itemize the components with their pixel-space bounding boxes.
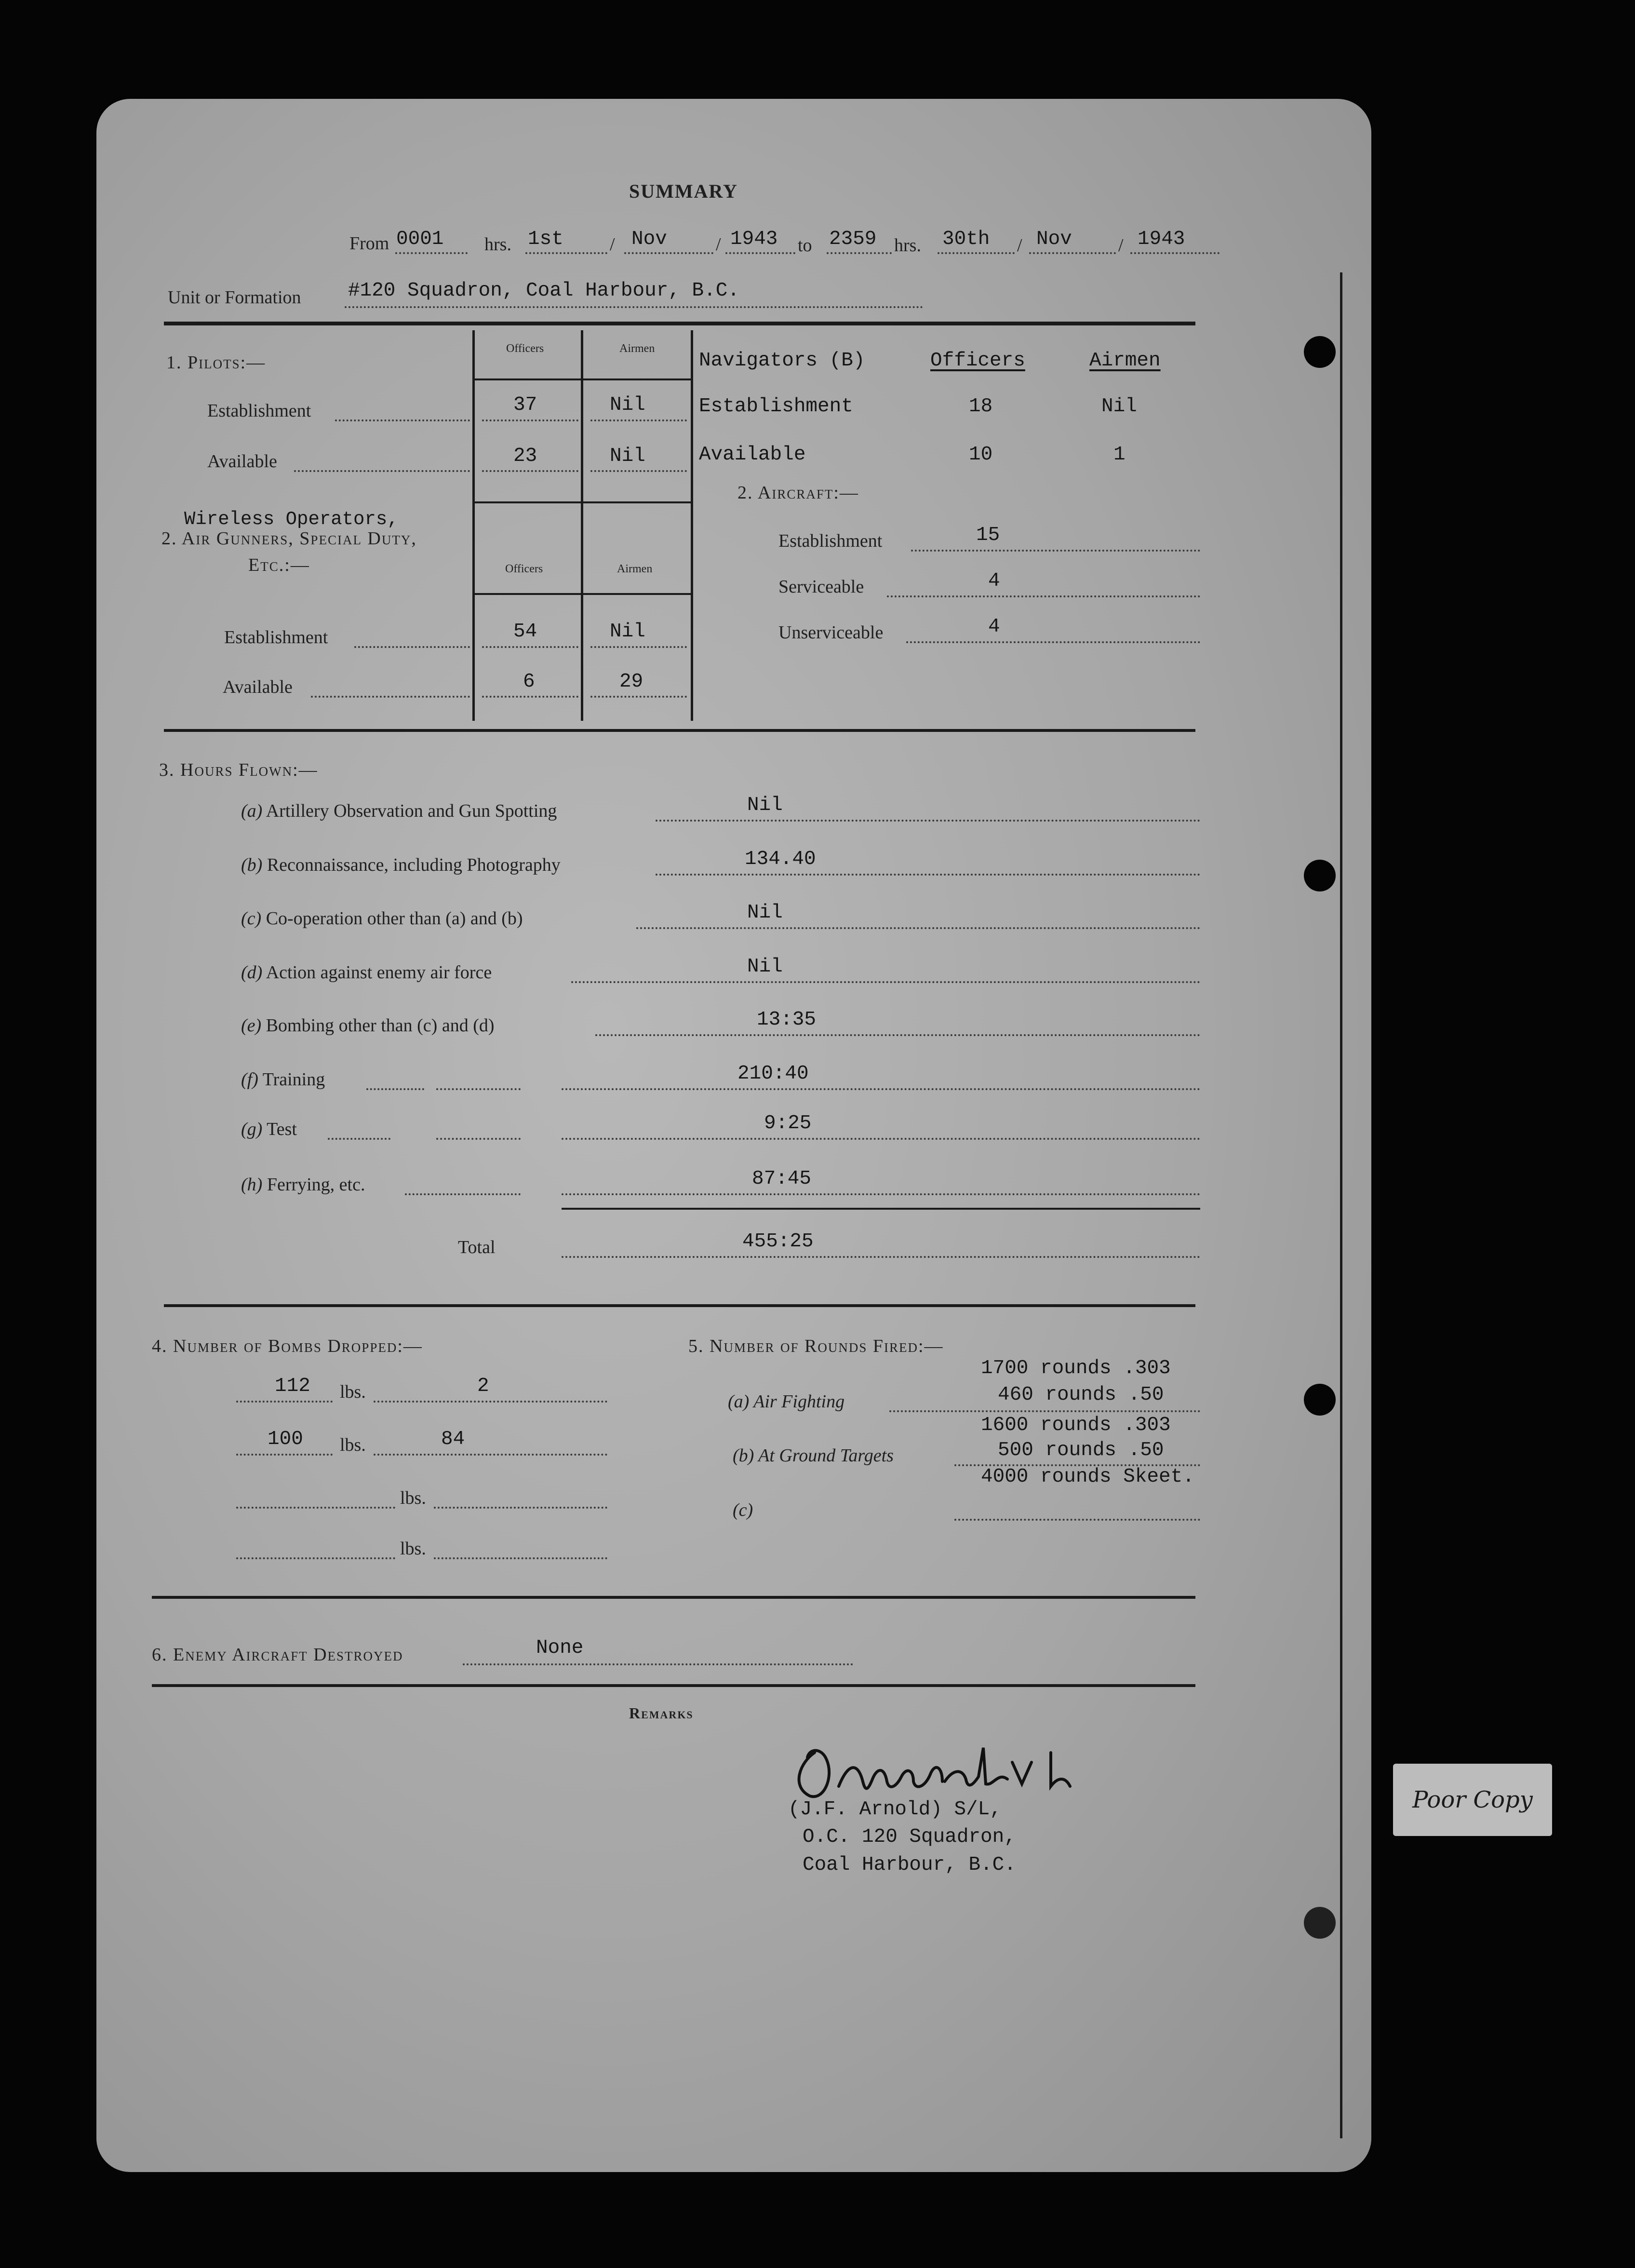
dotted-leader bbox=[624, 252, 713, 254]
bombs-weight-2: 100 bbox=[268, 1428, 303, 1450]
rounds-c-label bbox=[733, 1499, 753, 1521]
aircraft-unserviceable-label: Unserviceable bbox=[778, 622, 884, 643]
gunners-available-airmen: 29 bbox=[619, 671, 643, 693]
dotted-leader bbox=[590, 419, 687, 421]
pilots-establishment-label: Establishment bbox=[207, 401, 311, 421]
dotted-leader bbox=[590, 470, 687, 472]
dotted-leader bbox=[525, 252, 607, 254]
dotted-leader bbox=[436, 1088, 521, 1090]
dotted-leader bbox=[354, 646, 470, 648]
form-title: SUMMARY bbox=[629, 180, 738, 202]
hours-label: Co-operation other than (a) and (b) bbox=[266, 908, 523, 929]
hours-key: (a) bbox=[241, 801, 263, 821]
to-label: to bbox=[798, 235, 812, 256]
dotted-leader bbox=[405, 1193, 521, 1195]
to-month: Nov bbox=[1036, 228, 1072, 250]
hours-value-e: 13:35 bbox=[757, 1009, 817, 1031]
dotted-leader bbox=[482, 419, 578, 421]
hours-row-g bbox=[241, 1119, 297, 1140]
to-time: 2359 bbox=[829, 228, 877, 250]
rounds-ground-text: (b) At Ground Targets bbox=[733, 1445, 894, 1466]
dotted-leader bbox=[236, 1507, 395, 1509]
hours-label: Reconnaissance, including Photography bbox=[267, 855, 561, 875]
dotted-leader bbox=[906, 641, 1200, 643]
rounds-air-303: 1700 rounds .303 bbox=[981, 1357, 1171, 1379]
punch-hole bbox=[1304, 1384, 1336, 1416]
unit-label: Unit or Formation bbox=[168, 287, 301, 308]
navigators-available-officers: 10 bbox=[969, 444, 993, 466]
total-rule bbox=[562, 1208, 1200, 1210]
aircraft-heading: 2. Aircraft:— bbox=[737, 483, 859, 503]
pilots-col-officers: Officers bbox=[506, 342, 544, 355]
from-month: Nov bbox=[631, 228, 667, 250]
hours-key: (e) bbox=[241, 1015, 262, 1036]
gunners-establishment-airmen: Nil bbox=[610, 621, 645, 643]
dotted-leader bbox=[1130, 252, 1220, 254]
dotted-leader bbox=[395, 252, 468, 254]
punch-hole bbox=[1304, 336, 1336, 368]
rounds-ground-skeet: 4000 rounds Skeet. bbox=[981, 1466, 1194, 1488]
gunners-establishment-officers: 54 bbox=[513, 621, 537, 643]
header-divider bbox=[164, 322, 1195, 325]
hrs-label: hrs. bbox=[484, 234, 511, 255]
hours-label: Test bbox=[267, 1119, 297, 1139]
pilots-establishment-airmen: Nil bbox=[610, 394, 645, 416]
dotted-leader bbox=[562, 1138, 1200, 1140]
rounds-ground-50: 500 rounds .50 bbox=[998, 1439, 1164, 1461]
hours-label: Ferrying, etc. bbox=[267, 1174, 365, 1195]
navigators-heading: Navigators (B) bbox=[699, 350, 865, 372]
summary-form-page: SUMMARY From 0001 hrs. 1st / Nov / 1943 to 2359 hrs. 30th / Nov / 1943 Unit or Formation #120 Squadron, Coal Harbour, B.C. 1. Pilots:— Officers Airmen Establishment 37 Nil Available 23 Nil Wireless Operators, 2. Air Gunners, Special Duty, Etc.:— Officers Airmen Establishment 54 Nil Available 6 29 Navigators (B) Officers Airmen Establishment 18 Nil Available 10 1 2. Aircraft:— Establishment 15 Serviceable 4 Unserviceable 4 3. Hours Flown:— (a) Artillery Observation and Gun Spotting Nil (b) Reconnaissance, including Photography 134.40 (c) Co-operation other than (a) and (b) Nil (d) Action against enemy air force Nil (e) Bombing other than (c) and (d) 13:35 (f) Training 210:40 (g) Test 9:25 (h) Ferrying, etc. 87:45 Total 455:25 4. Number of Bombs Dropped:— 112 lbs. 2 100 lbs. 84 lbs. lbs. 5. Number of Rounds Fired:— 1700 rounds .303 (a) Air Fighting 460 rounds .50 1600 rounds .303 (b) At Ground Targets 500 rounds .50 4000 rounds Skeet. (c) 6. Enemy Aircraft Destroyed None Remarks (J.F. Arnold) S/L, O.C. 120 Squadron, Coal Harbour, B.C. bbox=[96, 99, 1371, 2172]
hours-heading: 3. Hours Flown:— bbox=[159, 760, 318, 780]
pilots-establishment-officers: 37 bbox=[513, 394, 537, 416]
rounds-air-50: 460 rounds .50 bbox=[998, 1384, 1164, 1406]
dotted-leader bbox=[954, 1519, 1200, 1521]
column-rule bbox=[581, 330, 583, 721]
section-divider bbox=[164, 1304, 1195, 1307]
aircraft-unserviceable-value: 4 bbox=[988, 616, 1000, 638]
gunners-heading: 2. Air Gunners, Special Duty, bbox=[161, 528, 417, 549]
enemy-value: None bbox=[536, 1637, 584, 1659]
dotted-leader bbox=[827, 252, 892, 254]
hours-label: Artillery Observation and Gun Spotting bbox=[266, 801, 557, 821]
hours-label: Action against enemy air force bbox=[266, 962, 492, 983]
section-divider bbox=[152, 1684, 1195, 1687]
navigators-available-airmen: 1 bbox=[1113, 444, 1126, 466]
navigators-col-officers: Officers bbox=[930, 350, 1025, 372]
hours-value-g: 9:25 bbox=[764, 1112, 812, 1134]
hours-row-b bbox=[241, 854, 561, 876]
punch-hole bbox=[1304, 860, 1336, 891]
signature-line-2: O.C. 120 Squadron, bbox=[803, 1826, 1016, 1848]
section-divider bbox=[164, 729, 1195, 732]
bombs-heading: 4. Number of Bombs Dropped:— bbox=[152, 1336, 423, 1356]
dotted-leader bbox=[482, 470, 578, 472]
dotted-leader bbox=[374, 1401, 607, 1403]
hours-value-d: Nil bbox=[747, 956, 783, 978]
dotted-leader bbox=[656, 820, 1200, 822]
dotted-leader bbox=[725, 252, 795, 254]
dotted-leader bbox=[562, 1256, 1200, 1258]
rounds-air-text: (a) Air Fighting bbox=[728, 1391, 845, 1412]
margin-rule bbox=[1340, 272, 1342, 2138]
hours-key: (f) bbox=[241, 1069, 258, 1090]
hours-value-c: Nil bbox=[747, 902, 783, 924]
dotted-leader bbox=[328, 1138, 390, 1140]
column-rule bbox=[472, 330, 475, 721]
hours-row-a bbox=[241, 800, 557, 822]
remarks-heading: Remarks bbox=[629, 1704, 694, 1722]
dotted-leader bbox=[294, 470, 470, 472]
dotted-leader bbox=[434, 1557, 607, 1559]
bombs-count-1: 2 bbox=[477, 1375, 489, 1397]
column-rule bbox=[691, 330, 693, 721]
punch-hole bbox=[1304, 1907, 1336, 1939]
dotted-leader bbox=[374, 1454, 607, 1456]
dotted-leader bbox=[911, 550, 1200, 552]
hours-value-h: 87:45 bbox=[752, 1168, 812, 1190]
navigators-available-label: Available bbox=[699, 444, 806, 466]
rounds-air-label bbox=[728, 1391, 844, 1412]
hours-label: Bombing other than (c) and (d) bbox=[266, 1015, 495, 1036]
hours-total-label: Total bbox=[458, 1237, 496, 1257]
hours-value-f: 210:40 bbox=[737, 1063, 809, 1085]
aircraft-serviceable-value: 4 bbox=[988, 570, 1000, 592]
hours-row-d bbox=[241, 962, 492, 983]
gunners-typed-heading: Wireless Operators, bbox=[184, 509, 399, 530]
dotted-leader bbox=[345, 306, 923, 308]
navigators-establishment-label: Establishment bbox=[699, 395, 853, 418]
dotted-leader bbox=[1029, 252, 1116, 254]
gunners-establishment-label: Establishment bbox=[224, 627, 328, 648]
dotted-leader bbox=[236, 1401, 333, 1403]
bombs-weight-1: 112 bbox=[275, 1375, 310, 1397]
dotted-leader bbox=[236, 1557, 395, 1559]
dotted-leader bbox=[571, 981, 1200, 983]
dotted-leader bbox=[335, 419, 470, 421]
signature-line-3: Coal Harbour, B.C. bbox=[803, 1854, 1016, 1876]
dotted-leader bbox=[463, 1663, 853, 1665]
from-time: 0001 bbox=[396, 228, 444, 250]
section-divider bbox=[152, 1596, 1195, 1599]
dotted-leader bbox=[482, 696, 578, 698]
rounds-c-text: (c) bbox=[733, 1500, 753, 1520]
dotted-leader bbox=[590, 646, 687, 648]
pilots-available-label: Available bbox=[207, 451, 277, 472]
hours-label: Training bbox=[262, 1069, 325, 1090]
gunners-heading-etc: Etc.:— bbox=[248, 555, 310, 575]
hours-row-h bbox=[241, 1174, 365, 1195]
gunners-col-officers: Officers bbox=[505, 563, 543, 575]
to-hrs-label: hrs. bbox=[894, 235, 921, 256]
to-day: 30th bbox=[942, 228, 990, 250]
lbs-label: lbs. bbox=[400, 1539, 426, 1559]
hours-value-b: 134.40 bbox=[745, 848, 816, 870]
dotted-leader bbox=[562, 1193, 1200, 1195]
pilots-heading: 1. Pilots:— bbox=[166, 352, 266, 373]
to-year: 1943 bbox=[1138, 228, 1185, 250]
lbs-label: lbs. bbox=[340, 1435, 366, 1455]
dotted-leader bbox=[887, 595, 1200, 597]
navigators-establishment-officers: 18 bbox=[969, 395, 993, 418]
signature-line-1: (J.F. Arnold) S/L, bbox=[788, 1798, 1002, 1821]
dotted-leader bbox=[938, 252, 1015, 254]
dotted-leader bbox=[590, 696, 687, 698]
enemy-label: 6. Enemy Aircraft Destroyed bbox=[152, 1645, 403, 1665]
dotted-leader bbox=[311, 696, 470, 698]
pilots-available-airmen: Nil bbox=[610, 445, 645, 467]
hours-row-e bbox=[241, 1015, 495, 1036]
dotted-leader bbox=[595, 1034, 1200, 1036]
bombs-count-2: 84 bbox=[441, 1428, 465, 1450]
dotted-leader bbox=[889, 1410, 1200, 1412]
pilots-available-officers: 23 bbox=[513, 445, 537, 467]
rounds-ground-303: 1600 rounds .303 bbox=[981, 1414, 1171, 1436]
hours-key: (h) bbox=[241, 1174, 263, 1195]
dotted-leader bbox=[436, 1138, 521, 1140]
table-rule bbox=[472, 501, 691, 503]
aircraft-establishment-label: Establishment bbox=[778, 531, 883, 551]
hours-value-a: Nil bbox=[747, 794, 783, 816]
from-day: 1st bbox=[528, 228, 563, 250]
hours-key: (b) bbox=[241, 855, 263, 875]
dotted-leader bbox=[562, 1088, 1200, 1090]
dotted-leader bbox=[656, 874, 1200, 876]
dotted-leader bbox=[636, 927, 1200, 929]
aircraft-serviceable-label: Serviceable bbox=[778, 577, 864, 597]
pilots-col-airmen: Airmen bbox=[619, 342, 655, 355]
rounds-ground-label bbox=[733, 1445, 894, 1466]
from-label: From bbox=[349, 233, 389, 254]
lbs-label: lbs. bbox=[400, 1488, 426, 1508]
from-year: 1943 bbox=[730, 228, 778, 250]
gunners-col-airmen: Airmen bbox=[617, 563, 653, 575]
hours-row-f bbox=[241, 1069, 325, 1090]
dotted-leader bbox=[434, 1507, 607, 1509]
poor-copy-stamp: Poor Copy bbox=[1393, 1764, 1552, 1836]
table-rule bbox=[472, 378, 691, 380]
hours-key: (g) bbox=[241, 1119, 263, 1139]
table-rule bbox=[472, 593, 691, 595]
gunners-available-label: Available bbox=[223, 677, 293, 697]
lbs-label: lbs. bbox=[340, 1382, 366, 1402]
rounds-heading: 5. Number of Rounds Fired:— bbox=[688, 1336, 944, 1356]
hours-key: (c) bbox=[241, 908, 262, 929]
unit-value: #120 Squadron, Coal Harbour, B.C. bbox=[348, 280, 739, 302]
dotted-leader bbox=[366, 1088, 424, 1090]
hours-total-value: 455:25 bbox=[742, 1230, 814, 1253]
gunners-available-officers: 6 bbox=[523, 671, 535, 693]
hours-row-c bbox=[241, 908, 523, 929]
dotted-leader bbox=[236, 1454, 333, 1456]
navigators-col-airmen: Airmen bbox=[1089, 350, 1161, 372]
navigators-establishment-airmen: Nil bbox=[1101, 395, 1137, 418]
aircraft-establishment-value: 15 bbox=[976, 524, 1000, 546]
dotted-leader bbox=[482, 646, 578, 648]
hours-key: (d) bbox=[241, 962, 263, 983]
